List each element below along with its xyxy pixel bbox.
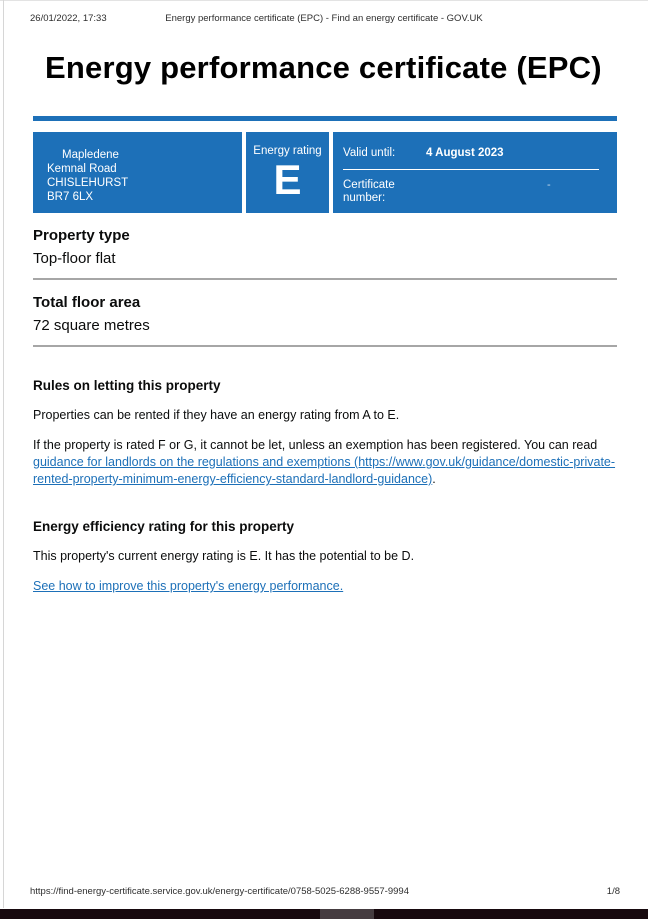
- validity-divider: [343, 169, 599, 170]
- efficiency-rating-paragraph: This property's current energy rating is E. It has the potential to be D.: [33, 549, 415, 563]
- taskbar-segment: [320, 909, 374, 919]
- property-type-value: Top-floor flat: [33, 250, 116, 267]
- floor-area-section: [33, 280, 617, 345]
- certificate-number-value: -: [547, 179, 551, 191]
- valid-until-date: 4 August 2023: [426, 147, 504, 159]
- address-line: Mapledene: [62, 149, 119, 161]
- page-title: Energy performance certificate (EPC): [45, 50, 602, 85]
- energy-rating-label: Energy rating: [253, 145, 322, 157]
- energy-rating-value: E: [273, 156, 302, 203]
- taskbar-edge: [0, 909, 648, 919]
- print-footer: [30, 886, 620, 897]
- letting-rules-paragraph2-period: .: [432, 472, 436, 486]
- document-content: [33, 0, 617, 595]
- landlord-guidance-link[interactable]: guidance for landlords on the regulations and exemptions (https://www.gov.uk/guidance/domestic-private-rented-property-minimum-energy-efficiency-standard-landlord-guidance): [33, 455, 616, 486]
- floor-area-value: 72 square metres: [33, 317, 150, 334]
- valid-until-label: Valid until:: [343, 147, 396, 159]
- footer-page-number: 1/8: [606, 886, 620, 897]
- address-line: BR7 6LX: [47, 191, 94, 203]
- validity-panel: [333, 132, 617, 213]
- address-line: CHISLEHURST: [47, 177, 129, 189]
- property-type-section: [33, 213, 617, 278]
- energy-rating-badge: [246, 132, 329, 213]
- blue-divider-rule: [33, 116, 617, 121]
- print-timestamp: 26/01/2022, 17:33: [30, 13, 107, 24]
- print-page-title: Energy performance certificate (EPC) - Find an energy certificate - GOV.UK: [165, 13, 483, 24]
- floor-area-label: Total floor area: [33, 294, 141, 311]
- improve-performance-link[interactable]: See how to improve this property's energy performance.: [33, 579, 344, 593]
- window-left-border: [3, 0, 4, 908]
- epc-summary-banner: [33, 132, 617, 213]
- address-line: Kemnal Road: [47, 163, 117, 175]
- footer-url: https://find-energy-certificate.service.gov.uk/energy-certificate/0758-5025-6288-9557-9994: [30, 886, 409, 897]
- letting-rules-paragraph2-text: If the property is rated F or G, it cannot be let, unless an exemption has been registered. You can read: [33, 438, 598, 452]
- property-type-label: Property type: [33, 227, 130, 244]
- letting-rules-heading: Rules on letting this property: [33, 378, 221, 393]
- section-divider: [33, 345, 617, 347]
- certificate-number-label: Certificate number:: [343, 179, 395, 204]
- efficiency-rating-heading: Energy efficiency rating for this property: [33, 519, 295, 534]
- letting-rules-paragraph1: Properties can be rented if they have an energy rating from A to E.: [33, 408, 400, 422]
- property-address: [33, 132, 242, 213]
- letting-rules-paragraph2: [33, 437, 617, 488]
